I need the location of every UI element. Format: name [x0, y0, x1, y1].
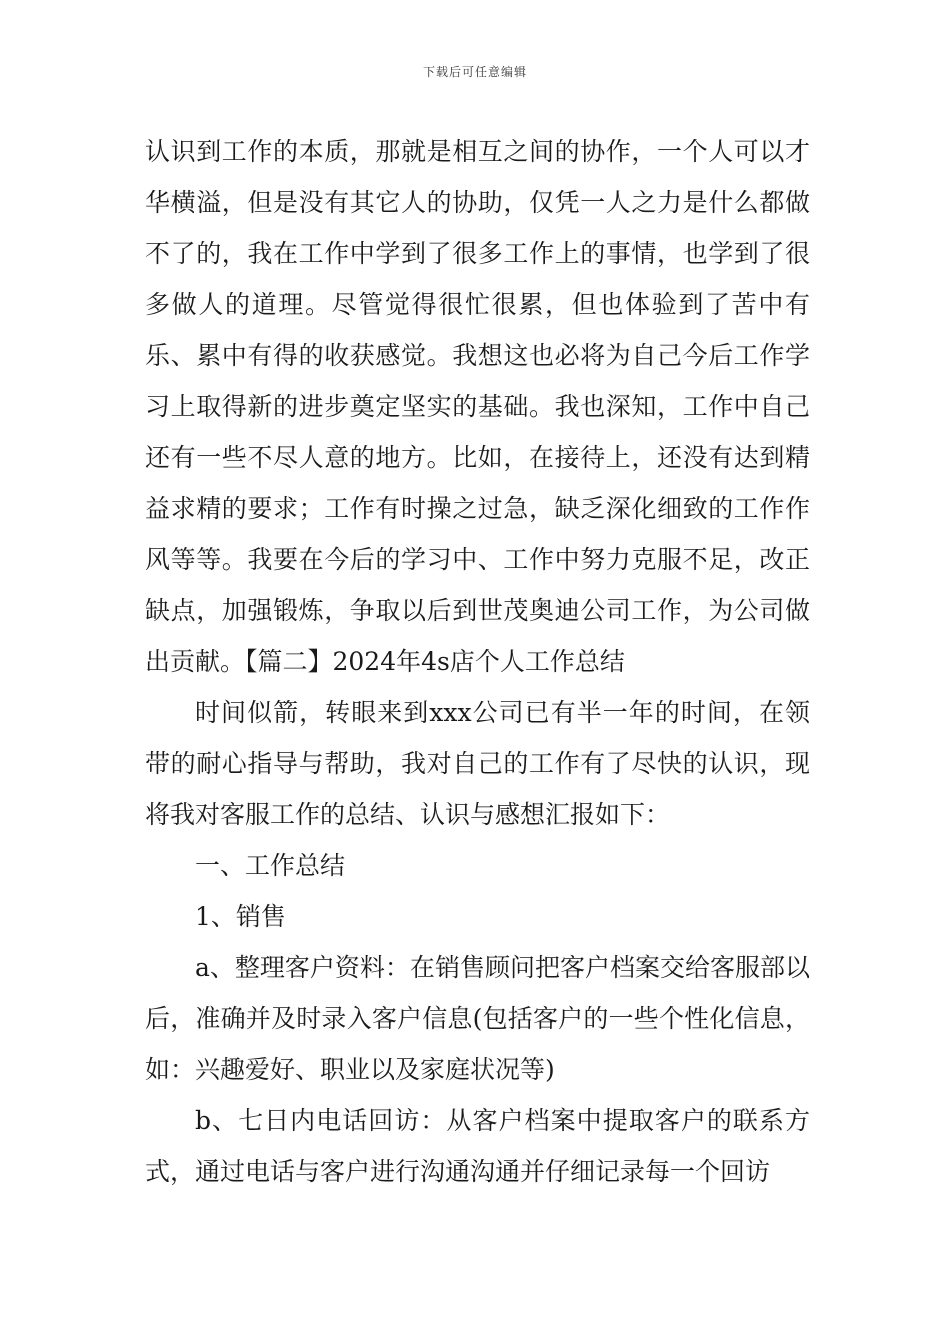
paragraph-1: 认识到工作的本质，那就是相互之间的协作，一个人可以才华横溢，但是没有其它人的协助，仅凭一人之力是什么都做不了的，我在工作中学到了很多工作上的事情，也学到了很多做人的道理。尽管觉得很忙很累，但也体验到了苦中有乐、累中有得的收获感觉。我想这也必将为自己今后工作学习上取得新的进步奠定坚实的基础。我也深知，工作中自己还有一些不尽人意的地方。比如，在接待上，还没有达到精益求精的要求；工作有时操之过急，缺乏深化细致的工作作风等等。我要在今后的学习中、工作中努力克服不足，改正缺点，加强锻炼，争取以后到世茂奥迪公司工作，为公司做出贡献。【篇二】2024年4s店个人工作总结 — [145, 137, 810, 676]
paragraph-item-a: a、整理客户资料：在销售顾问把客户档案交给客服部以后，准确并及时录入客户信息(包括客户的一些个性化信息，如：兴趣爱好、职业以及家庭状况等) — [145, 953, 810, 1084]
page-header: 下载后可任意编辑 — [422, 65, 527, 79]
subsection-heading: 1、销售 — [195, 902, 286, 931]
paragraph-2: 时间似箭，转眼来到xxx公司已有半一年的时间，在领带的耐心指导与帮助，我对自己的工作有了尽快的认识，现将我对客服工作的总结、认识与感想汇报如下： — [145, 698, 810, 829]
paragraph-item-b: b、七日内电话回访：从客户档案中提取客户的联系方式，通过电话与客户进行沟通沟通并仔细记录每一个回访 — [145, 1106, 810, 1186]
section-heading: 一、工作总结 — [195, 851, 346, 880]
document-body — [145, 126, 810, 1197]
